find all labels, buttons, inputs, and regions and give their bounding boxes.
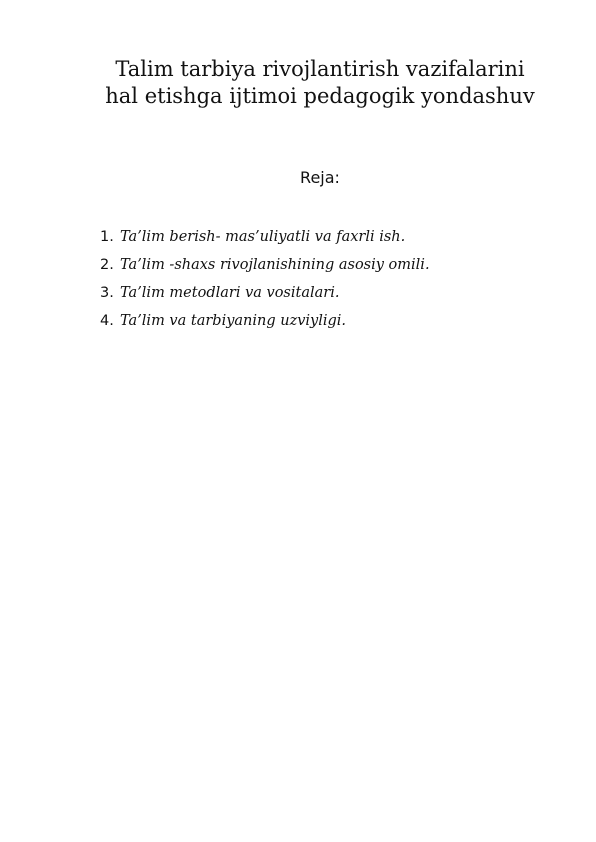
plan-item-number: 2.	[100, 257, 114, 273]
plan-item-text: Ta’lim berish- mas’uliyatli va faxrli ish.	[120, 229, 406, 245]
plan-item-number: 3.	[100, 285, 114, 301]
plan-item	[100, 251, 430, 279]
plan-item	[100, 279, 430, 307]
plan-list	[100, 223, 430, 335]
plan-heading: Reja:	[300, 168, 340, 187]
plan-item-text: Ta’lim -shaxs rivojlanishining asosiy omili.	[120, 257, 430, 273]
plan-item-number: 1.	[100, 229, 114, 245]
title-line-2: hal etishga ijtimoi pedagogik yondashuv	[105, 84, 535, 108]
plan-item-text: Ta’lim metodlari va vositalari.	[120, 285, 340, 301]
plan-item-text: Ta’lim va tarbiyaning uzviyligi.	[120, 313, 347, 329]
plan-item-number: 4.	[100, 313, 114, 329]
title-line-1: Talim tarbiya rivojlantirish vazifalarini	[115, 57, 525, 81]
plan-item	[100, 307, 430, 335]
plan-item	[100, 223, 430, 251]
document-title	[40, 56, 596, 110]
